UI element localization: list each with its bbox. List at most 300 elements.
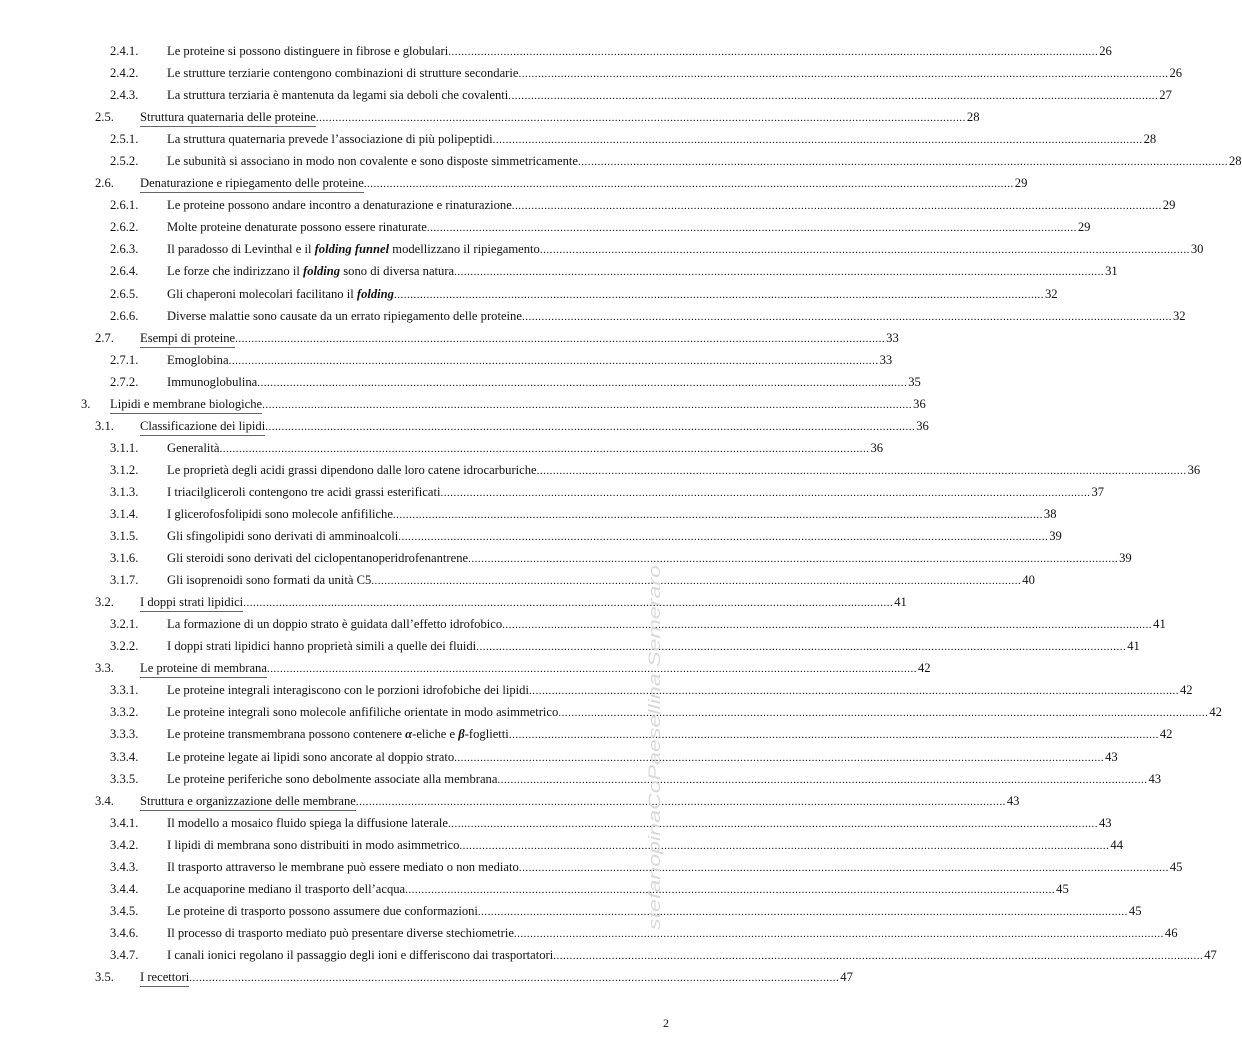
toc-entry-title-text: -foglietti <box>464 727 509 742</box>
toc-entry-number: 3.3.4. <box>110 749 139 764</box>
toc-entry-number: 3.1.6. <box>110 551 139 566</box>
toc-entry-title <box>167 904 478 919</box>
toc-entry-title <box>167 948 553 963</box>
toc-entry-title <box>167 198 512 213</box>
toc-entry[interactable] <box>0 548 1132 570</box>
toc-leader-dots: ........................................................................................................................................................................................................ <box>243 597 894 610</box>
toc-entry-title-italic: β <box>458 727 465 742</box>
toc-leader-dots: ........................................................................................................................................................................................................ <box>405 883 1056 896</box>
toc-entry-title-text: Le proteine di membrana <box>140 661 267 676</box>
toc-entry-title-text: La formazione di un doppio strato è guidata dall’effetto idrofobico <box>167 617 503 632</box>
toc-entry-line <box>167 771 1162 788</box>
toc-entry-page: 29 <box>1077 220 1091 235</box>
toc-entry[interactable] <box>0 85 1172 107</box>
toc-entry-title-text: Il trasporto attraverso le membrane può essere mediato o non mediato <box>167 859 519 874</box>
toc-entry-title-text: Le subunità si associano in modo non covalente e sono disposte simmetricamente <box>167 154 578 169</box>
toc-leader-dots: ........................................................................................................................................................................................................ <box>393 288 1044 301</box>
toc-entry-number: 2.7.2. <box>110 374 139 389</box>
toc-entry-title <box>167 154 578 169</box>
toc-entry-title-text: I doppi strati lipidici hanno proprietà simili a quelle dei fluidi <box>167 639 477 654</box>
toc-entry[interactable] <box>0 879 1069 901</box>
toc-entry[interactable] <box>0 835 1124 857</box>
toc-entry-title-text: Il processo di trasporto mediato può presentare diverse stechiometrie <box>167 925 514 940</box>
toc-leader-dots: ........................................................................................................................................................................................................ <box>189 971 840 984</box>
toc-entry-title-text: Emoglobina <box>167 352 229 367</box>
toc-entry-page: 43 <box>1006 793 1020 808</box>
toc-entry-title <box>167 617 502 632</box>
toc-entry-line <box>167 242 1204 258</box>
toc-entry-number: 3.1.5. <box>110 529 139 544</box>
toc-entry-line <box>140 969 853 986</box>
toc-entry-title <box>140 176 364 191</box>
toc-entry-page: 39 <box>1119 551 1132 566</box>
toc-entry-title-text: Lipidi e membrane biologiche <box>110 396 263 411</box>
toc-entry-title <box>167 816 448 831</box>
toc-entry[interactable] <box>0 504 1057 526</box>
toc-entry-title-text: I triacilgliceroli contengono tre acidi grassi esterificati <box>167 484 441 499</box>
toc-entry-title-text: Le strutture terziarie contengono combinazioni di strutture secondarie <box>167 66 519 81</box>
toc-entry-line <box>167 506 1057 523</box>
toc-entry-page: 36 <box>870 440 884 455</box>
toc-entry-line <box>110 396 926 413</box>
toc-entry-number: 3.2. <box>95 595 114 610</box>
toc-entry-title <box>167 66 518 81</box>
toc-entry[interactable] <box>0 284 1058 306</box>
toc-entry-page: 27 <box>1159 88 1172 103</box>
toc-entry-number: 3.2.2. <box>110 639 139 654</box>
toc-entry-title-text: sono di diversa natura <box>340 264 455 279</box>
toc-entry-title <box>167 44 448 59</box>
toc-leader-dots: ........................................................................................................................................................................................................ <box>518 68 1169 81</box>
toc-entry-number: 3.4.4. <box>110 881 139 896</box>
toc-entry-number: 2.6.5. <box>110 286 139 301</box>
toc-entry-page: 28 <box>1143 132 1157 147</box>
toc-leader-dots: ........................................................................................................................................................................................................ <box>539 244 1190 257</box>
toc-entry-number: 2.4.3. <box>110 88 139 103</box>
toc-leader-dots: ........................................................................................................................................................................................................ <box>265 420 916 433</box>
toc-entry-number: 3.4.6. <box>110 925 139 940</box>
toc-entry-line <box>167 374 921 391</box>
toc-leader-dots: ........................................................................................................................................................................................................ <box>315 112 966 125</box>
toc-entry[interactable] <box>0 570 1035 592</box>
toc-entry-line <box>167 815 1112 832</box>
toc-leader-dots: ........................................................................................................................................................................................................ <box>440 486 1091 499</box>
toc-entry-title-text: Gli isoprenoidi sono formati da unità C5 <box>167 573 372 588</box>
toc-entry[interactable] <box>0 791 1020 813</box>
toc-link-underline <box>140 192 364 193</box>
toc-entry-number: 2.4.2. <box>110 66 139 81</box>
toc-entry-page: 26 <box>1169 66 1183 81</box>
toc-entry-title <box>167 441 219 456</box>
toc-entry-title-text: Denaturazione e ripiegamento delle proteine <box>140 176 364 191</box>
toc-entry[interactable] <box>0 636 1140 658</box>
toc-entry-number: 3.4.1. <box>110 815 139 830</box>
toc-entry-line <box>167 639 1140 655</box>
toc-entry-page: 44 <box>1110 837 1124 852</box>
toc-entry-page: 29 <box>1014 176 1028 191</box>
toc-entry-title <box>140 970 189 985</box>
toc-entry-page: 43 <box>1105 749 1118 764</box>
toc-entry-title <box>167 309 522 324</box>
toc-entry-title <box>167 683 529 698</box>
toc-entry-number: 3.4.7. <box>110 947 139 962</box>
toc-entry[interactable] <box>0 217 1091 239</box>
toc-leader-dots: ........................................................................................................................................................................................................ <box>502 619 1153 632</box>
toc-entry-page: 42 <box>917 661 931 676</box>
toc-entry[interactable] <box>0 724 1173 746</box>
toc-entry-title-text: Il modello a mosaico fluido spiega la diffusione laterale <box>167 815 448 830</box>
toc-entry-number: 2.6. <box>95 176 114 191</box>
toc-leader-dots: ........................................................................................................................................................................................................ <box>508 729 1159 742</box>
toc-entry-page: 31 <box>1105 264 1118 279</box>
toc-entry-number: 3.1.4. <box>110 506 139 521</box>
toc-entry-line <box>167 925 1178 942</box>
toc-entry-line <box>167 837 1124 854</box>
toc-entry-title-text: Gli sfingolipidi sono derivati di amminoalcoli <box>167 529 399 544</box>
toc-entry-title <box>167 353 229 368</box>
toc-leader-dots: ........................................................................................................................................................................................................ <box>355 795 1006 808</box>
toc-entry-page: 41 <box>1127 639 1140 654</box>
toc-entry-title-text: Le proteine periferiche sono debolmente associate alla membrana <box>167 771 498 786</box>
toc-leader-dots: ........................................................................................................................................................................................................ <box>228 354 879 367</box>
toc-entry-number: 3.3.5. <box>110 771 139 786</box>
toc-entry-title <box>167 287 394 302</box>
toc-entry-title <box>167 860 519 875</box>
toc-entry-title <box>140 595 243 610</box>
toc-entry-title-text: Le proteine possono andare incontro a denaturazione e rinaturazione <box>167 198 512 213</box>
toc-entry-number: 3.4.5. <box>110 903 139 918</box>
toc-entry-number: 3.3. <box>95 661 114 676</box>
toc-entry[interactable] <box>0 923 1178 945</box>
toc-entry-title <box>167 926 514 941</box>
toc-entry-title <box>167 639 476 654</box>
toc-entry-line <box>167 551 1132 567</box>
toc-entry-title <box>110 397 262 412</box>
toc-entry-number: 2.6.4. <box>110 264 139 279</box>
toc-entry-number: 3.4.2. <box>110 837 139 852</box>
toc-leader-dots: ........................................................................................................................................................................................................ <box>528 685 1179 698</box>
table-of-contents <box>0 41 1242 989</box>
toc-link-underline <box>140 810 356 811</box>
toc-leader-dots: ........................................................................................................................................................................................................ <box>468 553 1119 566</box>
toc-entry-page: 30 <box>1190 242 1204 257</box>
toc-entry-title-text: Il paradosso di Levinthal e il <box>167 242 315 257</box>
toc-entry-page: 28 <box>1228 154 1242 169</box>
toc-entry-title-text: Le proteine di trasporto possono assumere due conformazioni <box>167 903 478 918</box>
toc-leader-dots: ........................................................................................................................................................................................................ <box>447 817 1098 830</box>
toc-entry-title-text: Classificazione dei lipidi <box>140 418 266 433</box>
toc-entry-number: 3.1.1. <box>110 440 139 455</box>
toc-entry-title <box>167 485 440 500</box>
toc-leader-dots: ........................................................................................................................................................................................................ <box>219 442 870 455</box>
toc-entry-title-text: Struttura e organizzazione delle membrane <box>140 793 356 808</box>
toc-entry[interactable] <box>0 769 1162 791</box>
toc-leader-dots: ........................................................................................................................................................................................................ <box>266 663 917 676</box>
toc-entry-page: 47 <box>1204 947 1217 962</box>
toc-entry-title <box>167 838 459 853</box>
toc-entry-title-text: Generalità <box>167 440 220 455</box>
toc-entry-line <box>167 484 1105 501</box>
toc-entry[interactable] <box>0 261 1118 283</box>
toc-entry-title-text: I canali ionici regolano il passaggio degli ioni e differiscono dai trasportatori <box>167 947 554 962</box>
toc-link-underline <box>140 435 265 436</box>
toc-entry-title-text: Esempi di proteine <box>140 330 236 345</box>
toc-entry[interactable] <box>0 151 1242 173</box>
toc-entry[interactable] <box>0 173 1028 195</box>
toc-leader-dots: ........................................................................................................................................................................................................ <box>454 266 1105 279</box>
toc-entry-page: 42 <box>1179 683 1193 698</box>
toc-entry-number: 2.7.1. <box>110 352 139 367</box>
toc-entry-title <box>167 750 454 765</box>
toc-leader-dots: ........................................................................................................................................................................................................ <box>536 464 1187 477</box>
toc-entry-line <box>167 132 1157 148</box>
toc-entry-title-text: I doppi strati lipidici <box>140 595 244 610</box>
toc-entry-number: 3.5. <box>95 969 114 984</box>
watermark-text: stefanopinaCoPaesellina Semeraro <box>645 662 664 930</box>
toc-entry[interactable] <box>0 63 1183 85</box>
toc-entry[interactable] <box>0 813 1112 835</box>
toc-entry-title <box>167 375 257 390</box>
toc-leader-dots: ........................................................................................................................................................................................................ <box>392 508 1043 521</box>
toc-entry-title <box>167 507 393 522</box>
toc-entry-line <box>167 88 1172 104</box>
toc-entry-number: 3.1.7. <box>110 573 139 588</box>
toc-entry-title-text: Molte proteine denaturate possono essere rinaturate <box>167 220 427 235</box>
toc-entry-title <box>167 573 371 588</box>
toc-entry-line <box>167 154 1242 170</box>
toc-entry-title-italic: α <box>405 727 413 742</box>
toc-entry[interactable] <box>0 41 1112 63</box>
toc-entry[interactable] <box>0 239 1204 261</box>
toc-entry-line <box>167 440 884 457</box>
toc-entry[interactable] <box>0 438 884 460</box>
toc-entry-line <box>167 44 1112 60</box>
toc-entry-number: 2.5.2. <box>110 154 139 169</box>
toc-entry-line <box>140 176 1028 192</box>
toc-entry-number: 3.3.3. <box>110 727 139 742</box>
toc-entry-line <box>167 308 1186 325</box>
toc-entry-title-text: Immunoglobulina <box>167 374 258 389</box>
toc-entry-number: 3.4. <box>95 793 114 808</box>
toc-leader-dots: ........................................................................................................................................................................................................ <box>477 905 1128 918</box>
toc-entry[interactable] <box>0 945 1217 967</box>
toc-entry[interactable] <box>0 658 931 680</box>
toc-entry-title-text: Le proteine si possono distinguere in fibrose e globulari <box>167 44 449 58</box>
toc-entry-number: 2.5.1. <box>110 132 139 147</box>
toc-link-underline <box>140 677 267 678</box>
toc-entry-title-text: Le proteine integrali sono molecole anfifiliche orientate in modo asimmetrico <box>167 705 559 720</box>
toc-leader-dots: ........................................................................................................................................................................................................ <box>577 156 1228 169</box>
toc-entry-title <box>140 110 316 125</box>
toc-entry-title-italic: folding funnel <box>314 242 390 257</box>
toc-entry-page: 46 <box>1164 925 1178 940</box>
toc-entry-number: 3.1.3. <box>110 484 139 499</box>
toc-entry-page: 35 <box>908 374 921 389</box>
toc-entry-page: 26 <box>1099 44 1112 58</box>
toc-entry[interactable] <box>0 680 1193 702</box>
toc-entry-page: 40 <box>1022 573 1035 588</box>
toc-entry-title-text: Gli steroidi sono derivati del ciclopentanoperidrofenantrene <box>167 551 469 566</box>
toc-entry[interactable] <box>0 394 926 416</box>
page-number: 2 <box>663 1016 669 1030</box>
toc-entry-page: 41 <box>1153 617 1166 632</box>
toc-entry-title <box>167 220 427 235</box>
toc-entry-page: 37 <box>1091 484 1105 499</box>
toc-entry[interactable] <box>0 107 980 129</box>
toc-entry-title-text: I recettori <box>140 969 190 984</box>
toc-entry[interactable] <box>0 901 1142 923</box>
toc-entry-page: 32 <box>1172 308 1186 323</box>
toc-entry-title-text: Le forze che indirizzano il <box>167 264 304 279</box>
toc-entry-title <box>167 88 508 103</box>
toc-entry-line <box>167 66 1183 82</box>
toc-link-underline <box>110 413 262 414</box>
toc-entry-line <box>167 727 1173 743</box>
toc-entry[interactable] <box>0 460 1201 482</box>
toc-leader-dots: ........................................................................................................................................................................................................ <box>363 178 1014 191</box>
toc-entry-title <box>140 794 356 809</box>
toc-leader-dots: ........................................................................................................................................................................................................ <box>497 773 1148 786</box>
toc-entry[interactable] <box>0 747 1118 769</box>
toc-entry-line <box>167 352 893 369</box>
toc-entry-page: 36 <box>1187 462 1201 477</box>
toc-entry-line <box>140 330 899 347</box>
toc-entry-number: 2.6.1. <box>110 198 139 213</box>
toc-entry-title <box>167 463 537 478</box>
toc-entry-line <box>167 220 1091 236</box>
toc-entry-title-italic: folding <box>356 286 394 301</box>
toc-entry-line <box>140 110 980 126</box>
toc-entry-number: 2.6.2. <box>110 220 139 235</box>
toc-leader-dots: ........................................................................................................................................................................................................ <box>257 376 908 389</box>
toc-leader-dots: ........................................................................................................................................................................................................ <box>518 861 1169 874</box>
toc-entry-page: 39 <box>1049 529 1062 544</box>
toc-leader-dots: ........................................................................................................................................................................................................ <box>492 134 1143 147</box>
toc-entry[interactable] <box>0 702 1222 724</box>
toc-entry[interactable] <box>0 372 921 394</box>
toc-entry-title-text: Gli chaperoni molecolari facilitano il <box>167 286 357 301</box>
toc-leader-dots: ........................................................................................................................................................................................................ <box>448 46 1099 58</box>
toc-entry-line <box>167 947 1217 964</box>
toc-link-underline <box>140 126 316 127</box>
toc-entry-title-text: Le acquaporine mediano il trasporto dell’acqua <box>167 881 406 896</box>
toc-entry-title <box>167 529 398 544</box>
toc-leader-dots: ........................................................................................................................................................................................................ <box>454 751 1105 764</box>
toc-entry-title <box>140 419 265 434</box>
toc-entry-line <box>167 529 1062 545</box>
toc-entry-page: 28 <box>966 110 980 125</box>
toc-entry-number: 2.4.1. <box>110 44 139 58</box>
toc-entry-title <box>167 264 454 279</box>
toc-entry-page: 32 <box>1044 286 1058 301</box>
toc-entry-number: 2.5. <box>95 110 114 125</box>
toc-entry-title-text: I glicerofosfolipidi sono molecole anfifiliche <box>167 506 393 521</box>
toc-entry-line <box>140 595 907 611</box>
toc-entry-line <box>167 705 1222 721</box>
toc-entry-page: 36 <box>913 396 926 411</box>
toc-leader-dots: ........................................................................................................................................................................................................ <box>235 332 886 345</box>
toc-entry[interactable] <box>0 967 853 989</box>
toc-leader-dots: ........................................................................................................................................................................................................ <box>511 200 1162 213</box>
toc-entry-page: 36 <box>916 418 929 433</box>
toc-leader-dots: ........................................................................................................................................................................................................ <box>558 707 1209 720</box>
watermark <box>640 560 670 930</box>
toc-entry-title-text: La struttura quaternaria prevede l’associazione di più polipeptidi <box>167 132 493 147</box>
toc-entry-number: 3. <box>81 396 91 411</box>
toc-entry[interactable] <box>0 328 899 350</box>
toc-entry-title-text: Le proteine transmembrana possono contenere <box>167 727 406 742</box>
toc-entry-page: 45 <box>1128 903 1142 918</box>
toc-entry-number: 2.6.6. <box>110 308 139 323</box>
toc-entry-number: 3.4.3. <box>110 859 139 874</box>
toc-entry[interactable] <box>0 306 1186 328</box>
toc-entry[interactable] <box>0 195 1176 217</box>
toc-entry-title <box>167 772 497 787</box>
toc-entry-number: 3.1. <box>95 418 114 433</box>
toc-entry-page: 38 <box>1043 506 1057 521</box>
toc-entry-title-text: Struttura quaternaria delle proteine <box>140 110 316 125</box>
toc-entry-title-text: modellizzano il ripiegamento <box>389 242 540 257</box>
toc-entry-page: 42 <box>1159 727 1173 742</box>
toc-entry[interactable] <box>0 526 1062 548</box>
toc-entry-title-text: I lipidi di membrana sono distribuiti in modo asimmetrico <box>167 837 460 852</box>
toc-entry-page: 42 <box>1209 705 1222 720</box>
toc-entry-line <box>167 198 1176 214</box>
toc-leader-dots: ........................................................................................................................................................................................................ <box>521 310 1172 323</box>
toc-entry-page: 29 <box>1162 198 1176 213</box>
toc-entry-title <box>167 727 509 742</box>
toc-entry[interactable] <box>0 416 929 438</box>
toc-entry-page: 47 <box>840 969 853 984</box>
toc-entry-title-text: La struttura terziaria è mantenuta da legami sia deboli che covalenti <box>167 88 509 103</box>
toc-entry-title-text: Diverse malattie sono causate da un errato ripiegamento delle proteine <box>167 308 522 323</box>
toc-entry-number: 3.1.2. <box>110 462 139 477</box>
toc-entry-title <box>167 551 468 566</box>
toc-entry-page: 45 <box>1056 881 1069 896</box>
toc-entry[interactable] <box>0 129 1157 151</box>
toc-entry[interactable] <box>0 857 1183 879</box>
toc-entry-page: 41 <box>894 595 907 610</box>
toc-entry-title <box>167 705 558 720</box>
toc-entry-line <box>167 617 1166 633</box>
toc-link-underline <box>140 347 235 348</box>
toc-entry[interactable] <box>0 614 1166 636</box>
toc-entry-page: 43 <box>1148 771 1162 786</box>
toc-entry-title-italic: folding <box>303 264 341 279</box>
toc-entry-page: 45 <box>1169 859 1183 874</box>
toc-entry[interactable] <box>0 350 893 372</box>
toc-entry-title-text: Le proteine integrali interagiscono con le porzioni idrofobiche dei lipidi <box>167 683 529 698</box>
toc-entry-number: 3.3.1. <box>110 683 139 698</box>
toc-leader-dots: ........................................................................................................................................................................................................ <box>426 222 1077 235</box>
toc-leader-dots: ........................................................................................................................................................................................................ <box>459 839 1110 852</box>
toc-entry-line <box>167 573 1035 589</box>
toc-entry[interactable] <box>0 592 907 614</box>
toc-entry-line <box>140 793 1020 810</box>
toc-leader-dots: ........................................................................................................................................................................................................ <box>398 531 1049 544</box>
toc-entry-page: 33 <box>886 330 899 345</box>
toc-leader-dots: ........................................................................................................................................................................................................ <box>262 398 913 411</box>
toc-entry-title <box>167 132 493 147</box>
toc-entry-title-text: Le proteine legate ai lipidi sono ancorate al doppio strato <box>167 749 455 764</box>
toc-entry-line <box>167 286 1058 303</box>
toc-link-underline <box>140 611 243 612</box>
toc-entry-title-text: Le proprietà degli acidi grassi dipendono dalle loro catene idrocarburiche <box>167 462 537 477</box>
toc-entry-line <box>167 749 1118 766</box>
toc-entry-line <box>167 903 1142 920</box>
toc-entry[interactable] <box>0 482 1105 504</box>
toc-entry-line <box>167 881 1069 898</box>
